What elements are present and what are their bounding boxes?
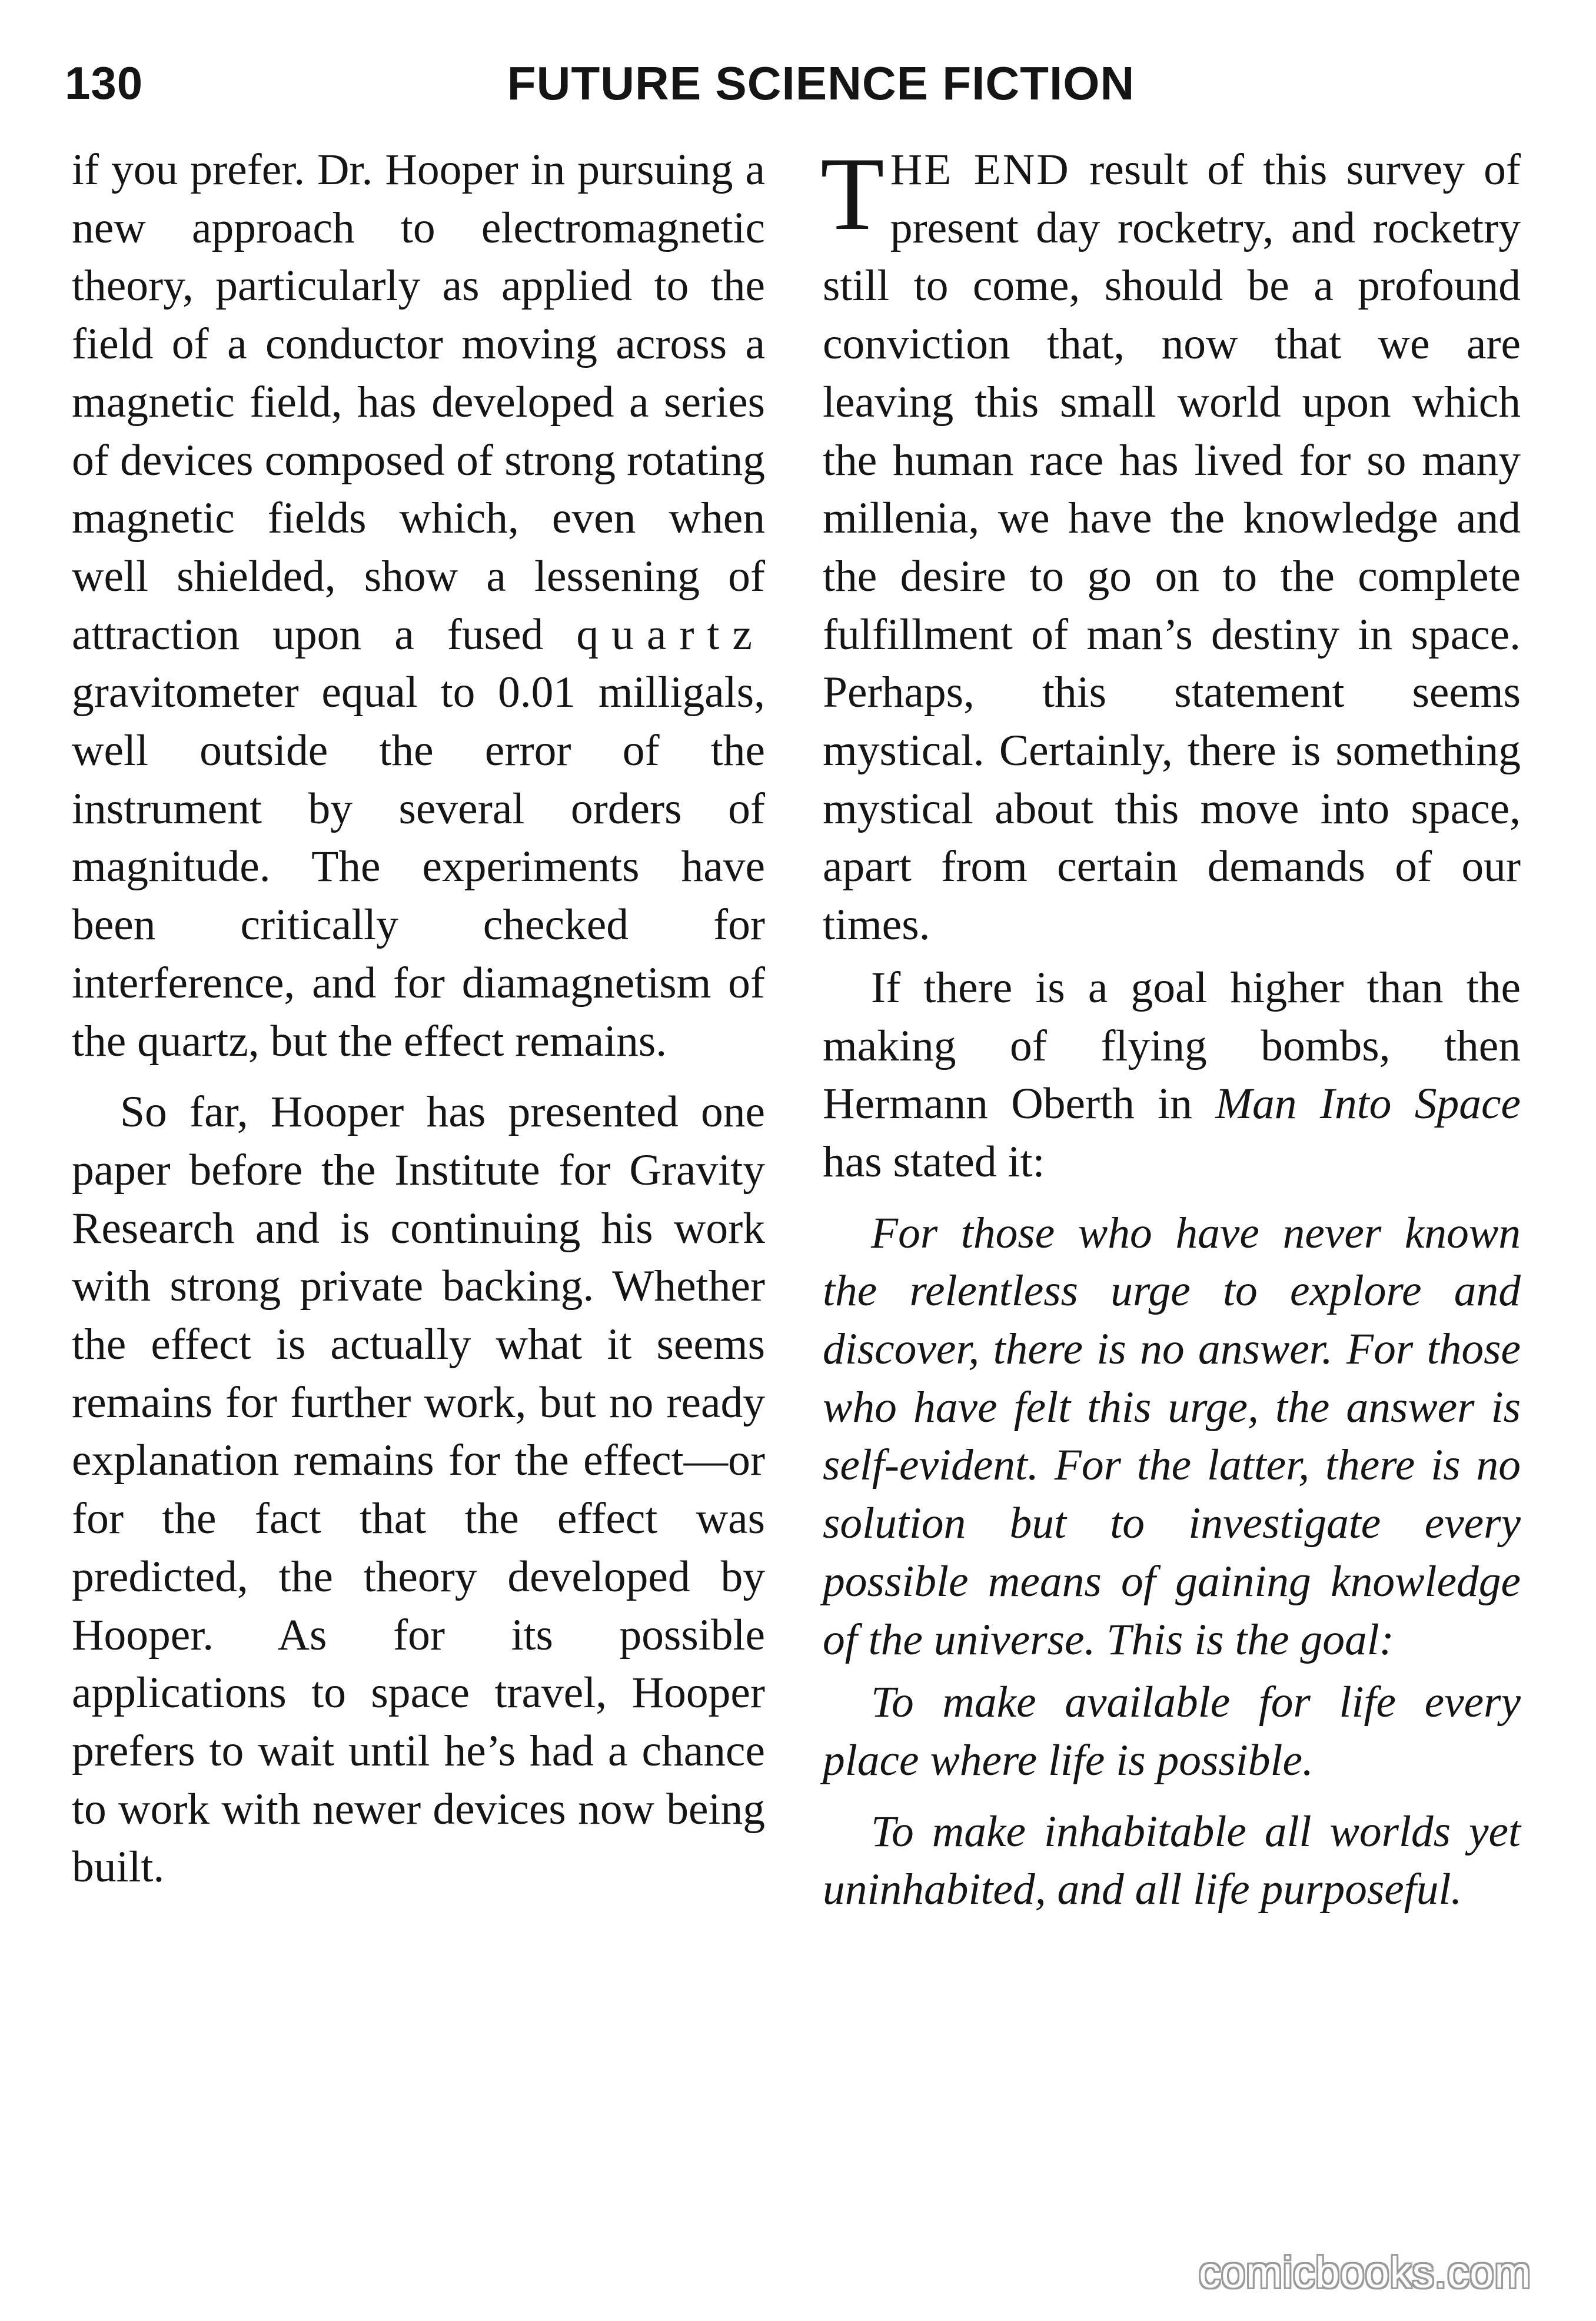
left-column	[72, 141, 765, 1897]
quote-paragraph-available: To make available for life every place where life is possible.	[823, 1678, 1521, 1785]
paragraph-the-end	[820, 135, 1521, 955]
paragraph-text: has stated it:	[823, 1137, 1045, 1186]
spaced-word: quartz	[576, 610, 765, 659]
watermark: comicbooks.com	[1198, 2248, 1531, 2297]
paragraph-text: if you prefer. Dr. Hooper in pursuing a new approach to electromagnetic theory, particularly as applied to the field of a conductor moving across a magnetic field, has developed a series of devices composed of strong rotating magnetic fields which, even when well shielded, show a lessening of attraction upon a fused	[72, 145, 765, 659]
book-title: Man Into Space	[1215, 1079, 1521, 1129]
paragraph-text: If there is a goal higher than the making of flying bombs, then Hermann Oberth in	[823, 963, 1521, 1129]
paragraph-oberth	[823, 959, 1521, 1192]
paragraph-text: gravitometer equal to 0.01 milligals, well outside the error of the instrument by several orders of magnitude. The experiments have been critically checked for interference, and for diamagnetism of the quartz, but the effect remains.	[72, 668, 765, 1066]
paragraph-text: result of this survey of present day rocketry, and rocketry still to come, should be a profound conviction that, now that we are leaving this small world upon which the human race has lived for so many millenia, we have the knowledge and the desire to go on to the complete fulfillment of man’s destiny in space. Perhaps, this statement seems mystical. Certainly, there is something mystical about this move into space, apart from certain demands of our times.	[823, 145, 1521, 950]
page-header	[65, 56, 1542, 133]
paragraph-hooper-paper: So far, Hooper has presented one paper before the Institute for Gravity Research and is continuing his work with strong private backing. Whether the effect is actually what it seems remains for further work, but no ready explanation remains for the effect—or for the fact that the effect was predicted, the theory developed by Hooper. As for its possible applications to space travel, Hooper prefers to wait until he’s had a chance to work with newer devices now being built.	[72, 1088, 765, 1892]
paragraph-hooper-devices	[72, 141, 765, 1070]
lead-words: HE END	[890, 145, 1070, 194]
quote-paragraph-urge: For those who have never known the relentless urge to explore and discover, there is no answer. For those who have felt this urge, the answer is self-evident. For the latter, there is no solution but to investigate every possible means of gaining knowledge of the universe. This is the goal:	[823, 1208, 1521, 1664]
page-number: 130	[65, 57, 144, 109]
right-column	[820, 135, 1521, 1919]
drop-cap: T	[820, 135, 885, 252]
quote-paragraph-inhabitable: To make inhabitable all worlds yet uninhabited, and all life purposeful.	[823, 1807, 1521, 1914]
running-title: FUTURE SCIENCE FICTION	[507, 57, 1135, 109]
